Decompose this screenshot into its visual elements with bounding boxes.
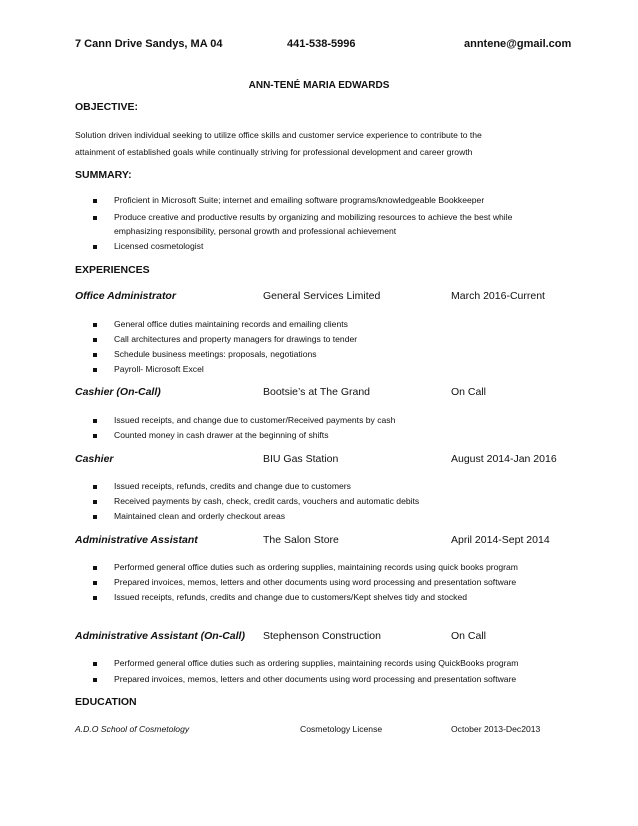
bullet-icon xyxy=(93,323,97,327)
objective-line-2: attainment of established goals while continually striving for professional development and career growth xyxy=(75,147,473,157)
job-company: The Salon Store xyxy=(263,534,339,546)
education-date: October 2013-Dec2013 xyxy=(451,724,541,734)
bullet-icon xyxy=(93,678,97,682)
job-title: Cashier xyxy=(75,453,114,465)
bullet-icon xyxy=(93,199,97,203)
header-email: anntene@gmail.com xyxy=(464,38,572,50)
job-title: Cashier (On-Call) xyxy=(75,386,161,398)
job-date: March 2016-Current xyxy=(451,290,545,302)
bullet-icon xyxy=(93,485,97,489)
job-company: General Services Limited xyxy=(263,290,381,302)
education-heading: EDUCATION xyxy=(75,696,137,708)
bullet-icon xyxy=(93,515,97,519)
bullet-icon xyxy=(93,368,97,372)
job-date: August 2014-Jan 2016 xyxy=(451,453,557,465)
bullet-icon xyxy=(93,216,97,220)
summary-heading: SUMMARY: xyxy=(75,169,132,181)
education-school: A.D.O School of Cosmetology xyxy=(75,724,190,734)
bullet-icon xyxy=(93,245,97,249)
bullet-icon xyxy=(93,419,97,423)
header-address: 7 Cann Drive Sandys, MA 04 xyxy=(75,38,223,50)
job-title: Administrative Assistant xyxy=(75,534,198,546)
bullet-icon xyxy=(93,353,97,357)
experiences-heading: EXPERIENCES xyxy=(75,264,150,276)
job-company: Bootsie’s at The Grand xyxy=(263,386,371,398)
objective-line-1: Solution driven individual seeking to utilize office skills and customer service experience to contribute to the xyxy=(75,130,482,140)
header-phone: 441-538-5996 xyxy=(287,38,356,50)
bullet-icon xyxy=(93,596,97,600)
job-date: On Call xyxy=(451,386,487,398)
bullet-icon xyxy=(93,338,97,342)
bullet-icon xyxy=(93,500,97,504)
job-title: Office Administrator xyxy=(75,290,176,302)
bullet-icon xyxy=(93,581,97,585)
job-company: BIU Gas Station xyxy=(263,453,339,465)
job-date: On Call xyxy=(451,630,487,642)
candidate-name: ANN-TENÉ MARIA EDWARDS xyxy=(248,80,390,91)
bullet-icon xyxy=(93,566,97,570)
objective-heading: OBJECTIVE: xyxy=(75,101,139,113)
job-date: April 2014-Sept 2014 xyxy=(451,534,550,546)
job-title: Administrative Assistant (On-Call) xyxy=(75,630,245,642)
education-credential: Cosmetology License xyxy=(300,724,383,734)
job-company: Stephenson Construction xyxy=(263,630,381,642)
bullet-icon xyxy=(93,434,97,438)
bullet-icon xyxy=(93,662,97,666)
